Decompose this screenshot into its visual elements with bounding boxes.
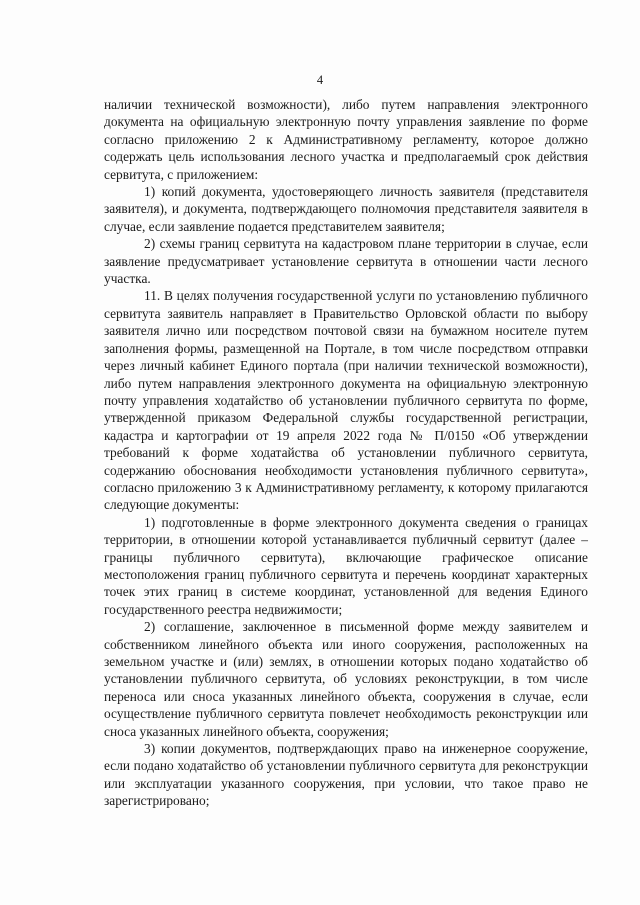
paragraph-section-11: 11. В целях получения государственной услуги по установлению публичного сервитута заявитель направляет в Правительство Орловской области по выбору заявителя лично или посредством почтовой связи на бумажном носителе путем заполнения формы, размещенной на Портале, в том числе посредством отправки через личный кабинет Единого портала (при наличии технической возможности), либо путем направления электронного документа на официальную электронную почту управления ходатайство об установлении публичного сервитута по форме, утвержденной приказом Федеральной службы государственной регистрации, кадастра и картографии от 19 апреля 2022 года № П/0150 «Об утверждении требований к форме ходатайства об установлении публичного сервитута, содержанию обоснования необходимости установления публичного сервитута», согласно приложению 3 к Административному регламенту, к которому прилагаются следующие документы: xyxy=(104,288,588,513)
paragraph-section-11-item-2: 2) соглашение, заключенное в письменной форме между заявителем и собственником линейного объекта или иного сооружения, расположенных на земельном участке и (или) землях, в отношении которых подано ходатайство об установлении публичного сервитута, об условиях реконструкции, в том числе переноса или сноса указанных линейного объекта, сооружения в случае, если осуществление публичного сервитута повлечет необходимость реконструкции или сноса указанных линейного объекта, сооружения; xyxy=(104,619,588,739)
paragraph-item-2-scheme: 2) схемы границ сервитута на кадастровом плане территории в случае, если заявление предусматривает установление сервитута в отношении части лесного участка. xyxy=(104,236,588,287)
page-number: 4 xyxy=(316,73,324,87)
paragraph-continuation: наличии технической возможности), либо путем направления электронного документа на официальную электронную почту управления заявление по форме согласно приложению 2 к Административному регламенту, которое должно содержать цель использования лесного участка и предполагаемый срок действия сервитута, с приложением: xyxy=(104,97,588,182)
document-body xyxy=(104,96,588,810)
paragraph-item-1-copies: 1) копий документа, удостоверяющего личность заявителя (представителя заявителя), и документа, подтверждающего полномочия представителя заявителя в случае, если заявление подается представителем заявителя; xyxy=(104,184,588,234)
paragraph-section-11-item-1: 1) подготовленные в форме электронного документа сведения о границах территории, в отношении которой устанавливается публичный сервитут (далее – границы публичного сервитута), включающие графическое описание местоположения границ публичного сервитута и перечень координат характерных точек этих границ в системе координат, установленной для ведения Единого государственного реестра недвижимости; xyxy=(104,514,588,617)
paragraph-section-11-item-3: 3) копии документов, подтверждающих право на инженерное сооружение, если подано ходатайство об установлении публичного сервитута для реконструкции или эксплуатации указанного сооружения, при условии, что такое право не зарегистрировано; xyxy=(104,741,588,809)
